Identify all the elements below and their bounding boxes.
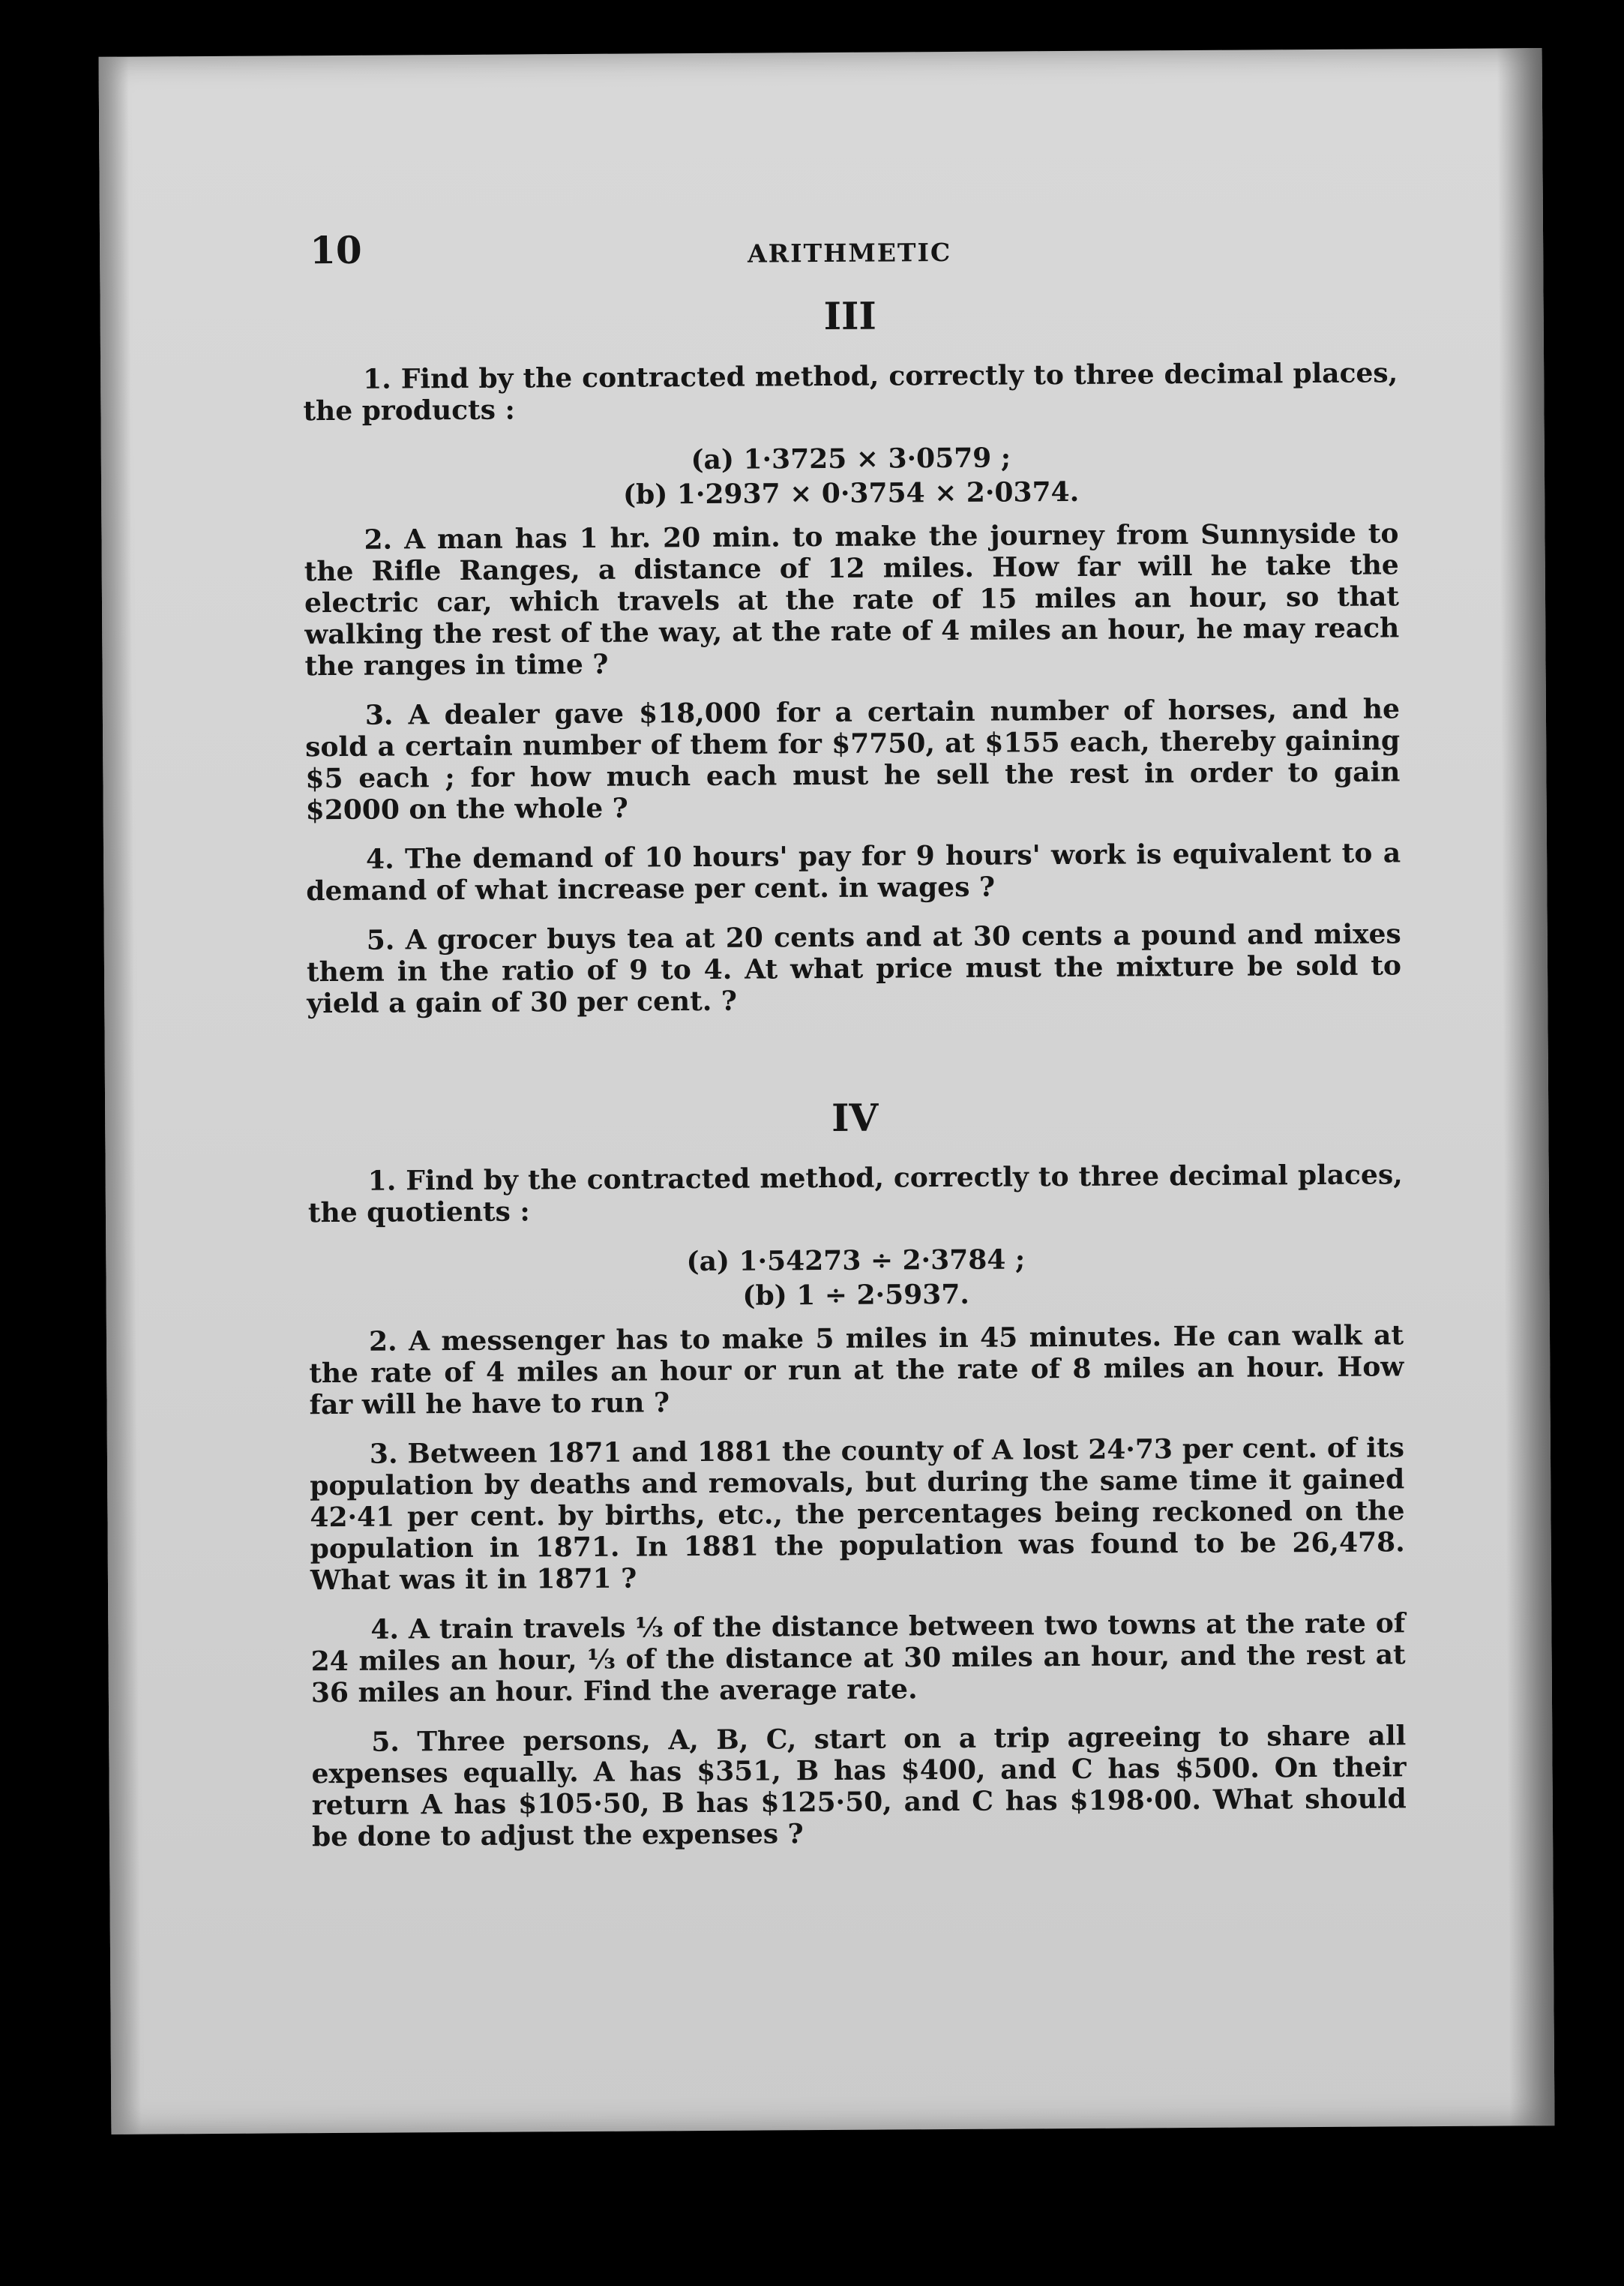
problem-iv-2: 2. A messenger has to make 5 miles in 45 minutes. He can walk at the rate of 4 miles an hour or run at the rate of 8 miles an hour. How far will he have to run ? [309,1319,1404,1421]
formula-a: (a) 1·3725 × 3·0579 ; [691,442,1011,476]
section-title: III [823,293,876,339]
problem-iii-5: 5. A grocer buys tea at 20 cents and at 30 cents a pound and mixes them in the ratio of 9 to 4. At what price must the mixture be sold to yield a gain of 30 per cent. ? [306,918,1402,1020]
section-gap [307,1030,1402,1091]
problem-iii-1: 1. Find by the contracted method, correctly to three decimal places, the products : [303,357,1398,428]
book-page [99,48,1555,2134]
formula-block [308,1240,1404,1316]
formula-block [304,438,1399,514]
section-iv [307,1092,1407,1852]
formula-b: (b) 1·2937 × 0·3754 × 2·0374. [622,476,1080,511]
problem-iv-5: 5. Three persons, A, B, C, start on a trip agreeing to share all expenses equally. A has $351, B has $400, and C has $500. On their return A has $105·50, B has $125·50, and C has $198·00. What should be done to adjust the expenses ? [311,1720,1407,1853]
problem-iii-2: 2. A man has 1 hr. 20 min. to make the journey from Sunnyside to the Rifle Ranges, a distance of 12 miles. How far will he take the electric car, which travels at the rate of 15 miles an hour, so that walking the rest of the way, at the rate of 4 miles an hour, he may reach the ranges in time ? [304,518,1400,682]
page-number: 10 [309,227,362,273]
problem-iii-3: 3. A dealer gave $18,000 for a certain number of horses, and he sold a certain number of them for $7750, at $155 each, thereby gaining $5 each ; for how much each must he sell the rest in order to gain $2000 on the whole ? [305,693,1401,826]
page-content [302,221,1407,1870]
problem-iv-1: 1. Find by the contracted method, correctly to three decimal places, the quotients : [307,1159,1403,1229]
problem-iii-4: 4. The demand of 10 hours' pay for 9 hours' work is equivalent to a demand of what increase per cent. in wages ? [306,837,1401,908]
section-iii [303,290,1402,1019]
problem-iv-3: 3. Between 1871 and 1881 the county of A lost 24·73 per cent. of its population by deaths and removals, but during the same time it gained 42·41 per cent. by births, etc., the percentages being reckoned on the population in 1871. In 1881 the population was found to be 26,478. What was it in 1871 ? [310,1432,1405,1597]
formula-b: (b) 1 ÷ 2·5937. [742,1278,969,1312]
section-title: IV [831,1095,879,1140]
page-header [302,221,1397,288]
problem-iv-4: 4. A train travels ⅓ of the distance between two towns at the rate of 24 miles an hour, ⅓ of the distance at 30 miles an hour, and the rest at 36 miles an hour. Find the average rate. [310,1607,1406,1709]
running-head: ARITHMETIC [747,237,952,268]
formula-a: (a) 1·54273 ÷ 2·3784 ; [686,1244,1026,1278]
